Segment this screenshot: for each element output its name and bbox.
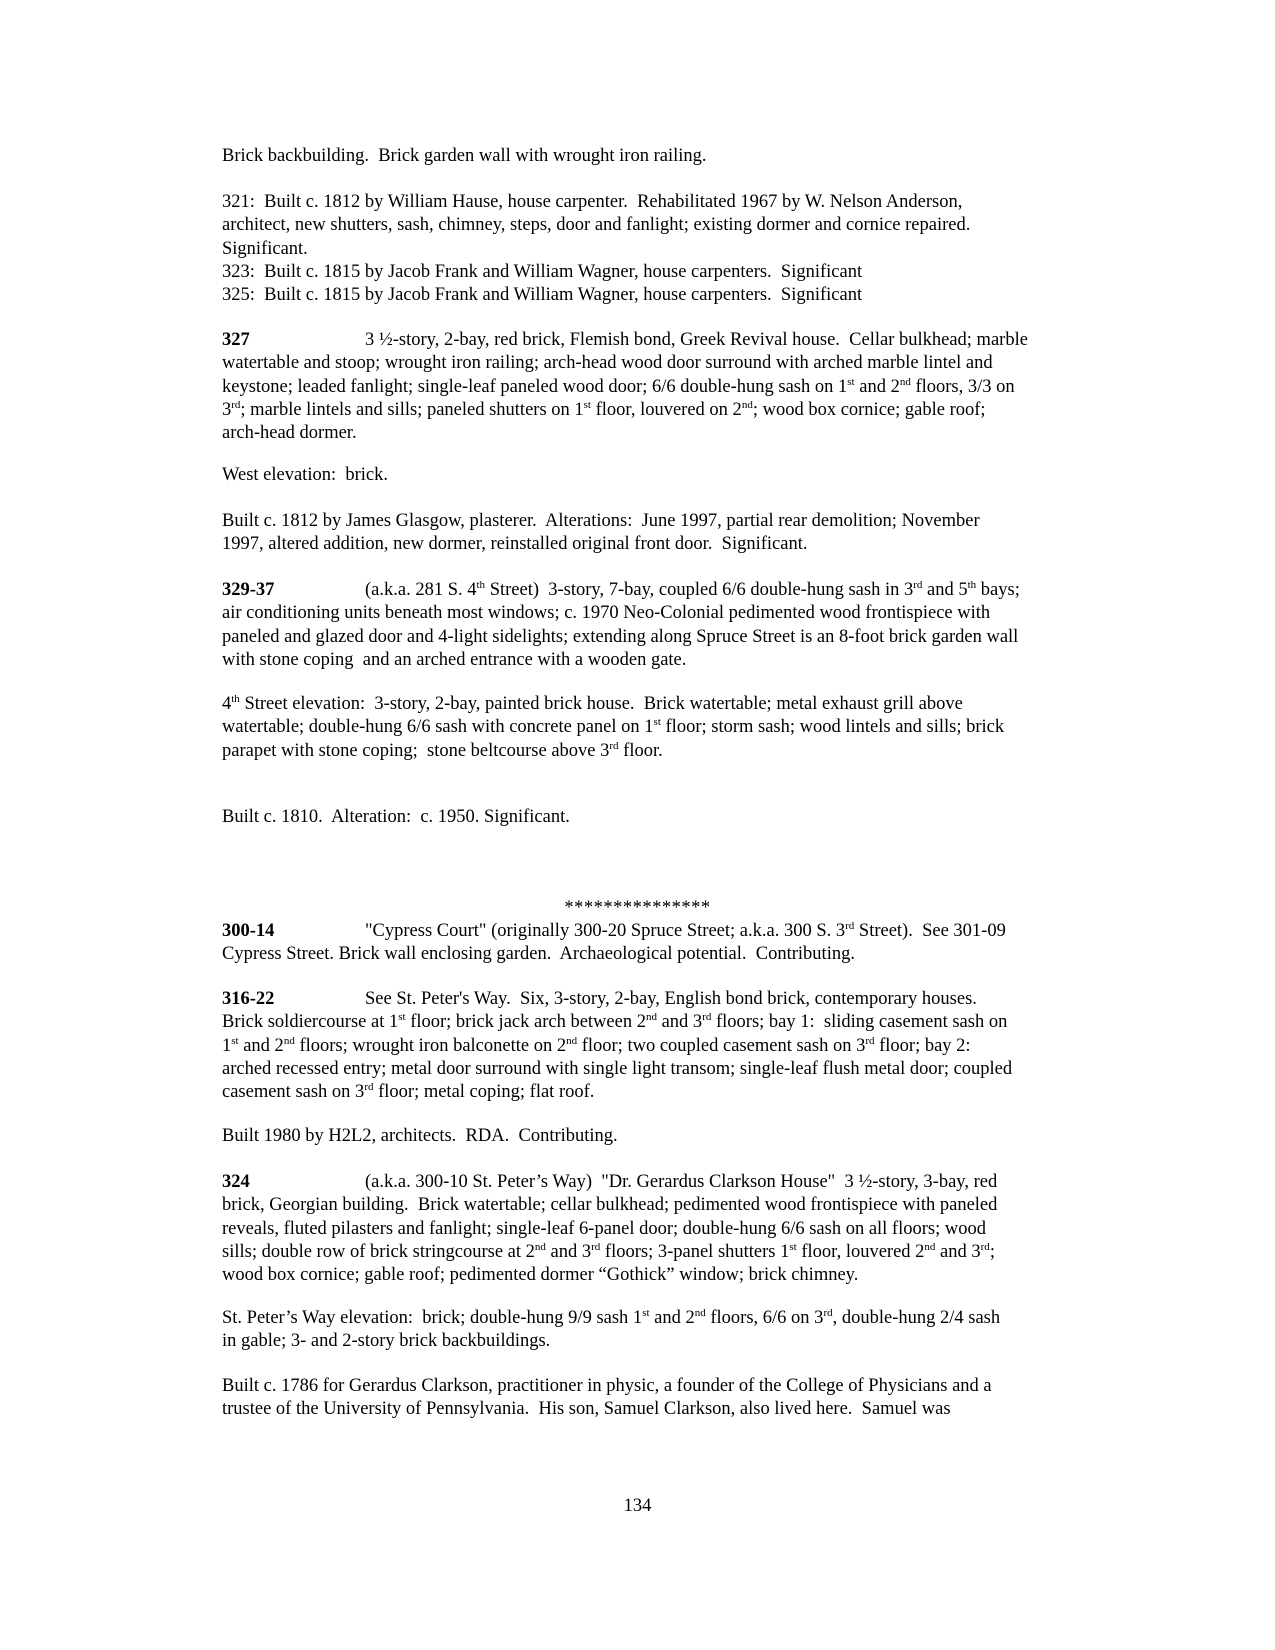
text-fragment: sills; double row of brick stringcourse at 2 <box>222 1241 535 1262</box>
text-fragment: floor; bay 2: <box>874 1035 971 1056</box>
superscript: st <box>231 1034 239 1047</box>
text-fragment: and 5 <box>922 580 968 600</box>
text-fragment: St. Peter’s Way elevation: brick; double-hung 9/9 sash 1 <box>222 1308 643 1328</box>
text-fragment: 4 <box>222 694 232 714</box>
text-line: (a.k.a. 300-10 St. Peter’s Way) "Dr. Gerardus Clarkson House" 3 ½-story, 3-bay, red <box>365 1172 998 1192</box>
entry-327 <box>222 329 1142 445</box>
paragraph-st-peters-way-elevation <box>222 1307 1142 1354</box>
text-line: paneled and glazed door and 4-light sidelights; extending along Spruce Street is an 8-foot brick garden wall <box>222 626 1019 647</box>
text-line: 321: Built c. 1812 by William Hause, house carpenter. Rehabilitated 1967 by W. Nelson Anderson, <box>222 192 963 212</box>
superscript: st <box>789 1240 797 1253</box>
superscript: rd <box>702 1011 712 1024</box>
paragraph-4th-street-elevation <box>222 693 1142 763</box>
text-fragment: floors; wrought iron balconette on 2 <box>294 1035 567 1056</box>
superscript: rd <box>865 1034 875 1047</box>
superscript: nd <box>283 1034 295 1047</box>
entry-316-22 <box>222 988 1142 1104</box>
superscript: rd <box>913 579 923 591</box>
superscript: nd <box>566 1034 578 1047</box>
text-line: 3 ½-story, 2-bay, red brick, Flemish bond, Greek Revival house. Cellar bulkhead; marble <box>365 330 1028 350</box>
superscript: rd <box>823 1307 833 1319</box>
text-line: with stone coping and an arched entrance with a wooden gate. <box>222 649 687 670</box>
text-line: 323: Built c. 1815 by Jacob Frank and William Wagner, house carpenters. Significant <box>222 261 863 282</box>
text-line: arch-head dormer. <box>222 423 357 444</box>
superscript: st <box>847 375 855 388</box>
superscript: th <box>967 579 977 591</box>
text-line: West elevation: brick. <box>222 465 388 485</box>
superscript: st <box>653 716 661 729</box>
entry-number: 324 <box>222 1172 250 1192</box>
text-fragment: Street) 3-story, 7-bay, coupled 6/6 double-hung sash in 3 <box>485 580 914 600</box>
superscript: st <box>642 1307 650 1319</box>
text-line: architect, new shutters, sash, chimney, steps, door and fanlight; existing dormer and cornice repaired. <box>222 215 971 236</box>
text-line: trustee of the University of Pennsylvania. His son, Samuel Clarkson, also lived here. Samuel was <box>222 1399 951 1420</box>
superscript: rd <box>591 1240 601 1253</box>
entry-324 <box>222 1171 1142 1287</box>
superscript: st <box>583 398 591 411</box>
text-line: Cypress Street. Brick wall enclosing garden. Archaeological potential. Contributing. <box>222 944 855 965</box>
text-line: air conditioning units beneath most windows; c. 1970 Neo-Colonial pedimented wood frontispiece with <box>222 603 991 624</box>
text-line: reveals, fluted pilasters and fanlight; single-leaf 6-panel door; double-hung 6/6 sash on all floors; wood <box>222 1218 986 1239</box>
page-number: 134 <box>623 1496 652 1516</box>
superscript: nd <box>534 1240 546 1253</box>
entry-number: 329-37 <box>222 580 275 600</box>
text-fragment: floor, louvered on 2 <box>590 399 742 420</box>
superscript: nd <box>741 398 753 411</box>
text-fragment: ; marble lintels and sills; paneled shutters on 1 <box>240 399 584 420</box>
text-line: Built 1980 by H2L2, architects. RDA. Contributing. <box>222 1126 618 1146</box>
text-fragment: bays; <box>976 580 1020 600</box>
text-fragment: (a.k.a. 281 S. 4 <box>365 580 477 600</box>
paragraph-329-built <box>222 806 1142 829</box>
text-fragment: and 2 <box>854 376 900 397</box>
entry-number: 316-22 <box>222 989 275 1009</box>
superscript: rd <box>364 1081 374 1094</box>
superscript: th <box>476 579 486 591</box>
entry-number: 327 <box>222 330 250 350</box>
superscript: rd <box>845 920 855 932</box>
text-fragment: 1 <box>222 1035 232 1056</box>
superscript: st <box>398 1011 406 1024</box>
paragraph-west-elevation <box>222 464 1142 487</box>
text-fragment: floors; 3-panel shutters 1 <box>600 1241 790 1262</box>
superscript: rd <box>231 398 241 411</box>
text-line: Built c. 1810. Alteration: c. 1950. Significant. <box>222 807 570 827</box>
text-line: Significant. <box>222 238 308 259</box>
text-fragment: floor; brick jack arch between 2 <box>405 1012 646 1033</box>
text-fragment: and 2 <box>238 1035 284 1056</box>
superscript: nd <box>645 1011 657 1024</box>
paragraph-327-built <box>222 510 1142 557</box>
text-line: See St. Peter's Way. Six, 3-story, 2-bay, English bond brick, contemporary houses. <box>365 989 977 1009</box>
text-line: Built c. 1786 for Gerardus Clarkson, practitioner in physic, a founder of the College of Physicians and a <box>222 1376 992 1396</box>
text-fragment: ; <box>989 1241 995 1262</box>
text-fragment: Street elevation: 3-story, 2-bay, painted brick house. Brick watertable; metal exhaust grill above <box>239 694 963 714</box>
text-fragment: and 2 <box>649 1308 695 1328</box>
text-line: Brick backbuilding. Brick garden wall with wrought iron railing. <box>222 146 707 166</box>
paragraph-324-built <box>222 1375 1142 1422</box>
paragraph-316-built <box>222 1125 1142 1148</box>
superscript: rd <box>980 1240 990 1253</box>
entry-329-37 <box>222 579 1142 672</box>
superscript: nd <box>924 1240 936 1253</box>
text-fragment: Brick soldiercourse at 1 <box>222 1012 399 1033</box>
superscript: nd <box>694 1307 706 1319</box>
text-line: 1997, altered addition, new dormer, reinstalled original front door. Significant. <box>222 534 808 555</box>
section-separator: *************** <box>564 898 711 918</box>
text-line: 325: Built c. 1815 by Jacob Frank and William Wagner, house carpenters. Significant <box>222 285 863 306</box>
text-fragment: floors, 3/3 on <box>910 376 1015 397</box>
text-line: Built c. 1812 by James Glasgow, plasterer. Alterations: June 1997, partial rear demolition; November <box>222 511 980 531</box>
text-line: in gable; 3- and 2-story brick backbuildings. <box>222 1331 551 1352</box>
text-fragment: floors, 6/6 on 3 <box>705 1308 824 1328</box>
text-fragment: Street). See 301-09 <box>854 921 1006 941</box>
text-fragment: floor; two coupled casement sash on 3 <box>577 1035 866 1056</box>
text-fragment: "Cypress Court" (originally 300-20 Spruce Street; a.k.a. 300 S. 3 <box>365 921 846 941</box>
superscript: rd <box>609 739 619 752</box>
text-fragment: floors; bay 1: sliding casement sash on <box>711 1012 1008 1033</box>
text-fragment: watertable; double-hung 6/6 sash with concrete panel on 1 <box>222 717 654 738</box>
text-line: watertable and stoop; wrought iron railing; arch-head wood door surround with arched marble lintel and <box>222 353 993 374</box>
text-fragment: ; wood box cornice; gable roof; <box>752 399 986 420</box>
text-fragment: floor. <box>618 740 663 761</box>
superscript: nd <box>899 375 911 388</box>
text-fragment: floor, louvered 2 <box>796 1241 925 1262</box>
text-line: brick, Georgian building. Brick watertable; cellar bulkhead; pedimented wood frontispiece with paneled <box>222 1195 998 1216</box>
paragraph-backbuilding <box>222 145 1142 168</box>
text-fragment: parapet with stone coping; stone beltcourse above 3 <box>222 740 610 761</box>
text-fragment: and 3 <box>935 1241 981 1262</box>
entry-300-14 <box>222 920 1142 967</box>
text-fragment: floor; metal coping; flat roof. <box>373 1082 595 1103</box>
text-fragment: casement sash on 3 <box>222 1082 365 1103</box>
text-line: arched recessed entry; metal door surround with single light transom; single-leaf flush metal door; coupled <box>222 1058 1013 1079</box>
text-fragment: and 3 <box>545 1241 592 1262</box>
text-fragment: , double-hung 2/4 sash <box>832 1308 1001 1328</box>
text-line: wood box cornice; gable roof; pedimented dormer “Gothick” window; brick chimney. <box>222 1265 859 1286</box>
paragraph-321-325 <box>222 191 1142 307</box>
text-line: keystone; leaded fanlight; single-leaf paneled wood door; 6/6 double-hung sash on 1 <box>222 376 848 397</box>
entry-number: 300-14 <box>222 921 275 941</box>
text-fragment: and 3 <box>656 1012 703 1033</box>
text-fragment: floor; storm sash; wood lintels and sills; brick <box>660 717 1005 738</box>
text-fragment: 3 <box>222 399 232 420</box>
superscript: th <box>231 693 240 705</box>
